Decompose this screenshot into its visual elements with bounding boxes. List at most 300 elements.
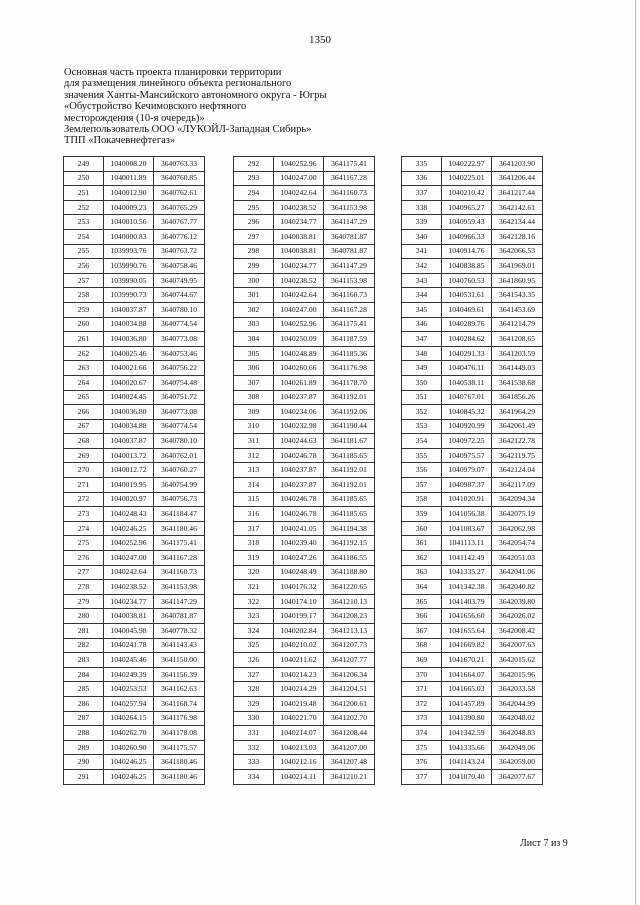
table-row	[64, 346, 205, 361]
table-row	[64, 434, 205, 449]
point-number-cell: 249	[64, 157, 104, 172]
y-coordinate-cell: 3640754.99	[154, 478, 205, 493]
y-coordinate-cell: 3642049.06	[492, 740, 543, 755]
y-coordinate-cell: 3642124.04	[492, 463, 543, 478]
y-coordinate-cell: 3640760.27	[154, 463, 205, 478]
y-coordinate-cell: 3642048.83	[492, 726, 543, 741]
y-coordinate-cell: 3640763.72	[154, 244, 205, 259]
table-row	[402, 536, 543, 551]
table-row	[64, 317, 205, 332]
table-row	[64, 375, 205, 390]
point-number-cell: 267	[64, 419, 104, 434]
y-coordinate-cell: 3641208.23	[324, 609, 375, 624]
x-coordinate-cell: 1039990.05	[104, 273, 154, 288]
y-coordinate-cell: 3641192.06	[324, 405, 375, 420]
table-row	[64, 711, 205, 726]
x-coordinate-cell: 1041457.89	[442, 696, 492, 711]
y-coordinate-cell: 3640781.87	[324, 244, 375, 259]
point-number-cell: 374	[402, 726, 442, 741]
x-coordinate-cell: 1040260.90	[104, 740, 154, 755]
point-number-cell: 362	[402, 551, 442, 566]
x-coordinate-cell: 1040246.25	[104, 769, 154, 784]
x-coordinate-cell: 1039990.76	[104, 259, 154, 274]
x-coordinate-cell: 1040234.77	[274, 259, 324, 274]
table-row	[402, 667, 543, 682]
x-coordinate-cell: 1040965.27	[442, 200, 492, 215]
y-coordinate-cell: 3641192.01	[324, 390, 375, 405]
x-coordinate-cell: 1041113.11	[442, 536, 492, 551]
point-number-cell: 277	[64, 565, 104, 580]
y-coordinate-cell: 3641207.73	[324, 638, 375, 653]
x-coordinate-cell: 1041670.21	[442, 653, 492, 668]
point-number-cell: 291	[64, 769, 104, 784]
y-coordinate-cell: 3642128.16	[492, 229, 543, 244]
x-coordinate-cell: 1040284.62	[442, 332, 492, 347]
y-coordinate-cell: 3641188.80	[324, 565, 375, 580]
point-number-cell: 281	[64, 624, 104, 639]
table-row	[64, 740, 205, 755]
table-row	[64, 609, 205, 624]
point-number-cell: 288	[64, 726, 104, 741]
y-coordinate-cell: 3640753.46	[154, 346, 205, 361]
point-number-cell: 293	[234, 171, 274, 186]
point-number-cell: 261	[64, 332, 104, 347]
y-coordinate-cell: 3641180.46	[154, 521, 205, 536]
y-coordinate-cell: 3640756.22	[154, 361, 205, 376]
point-number-cell: 359	[402, 507, 442, 522]
table-row	[64, 171, 205, 186]
x-coordinate-cell: 1040246.25	[104, 755, 154, 770]
point-number-cell: 254	[64, 229, 104, 244]
table-row	[402, 624, 543, 639]
y-coordinate-cell: 3642044.99	[492, 696, 543, 711]
x-coordinate-cell: 1040845.32	[442, 405, 492, 420]
table-row	[64, 229, 205, 244]
x-coordinate-cell: 1040248.89	[274, 346, 324, 361]
y-coordinate-cell: 3641143.43	[154, 638, 205, 653]
table-row	[402, 186, 543, 201]
x-coordinate-cell: 1040210.02	[274, 638, 324, 653]
point-number-cell: 339	[402, 215, 442, 230]
y-coordinate-cell: 3641210.21	[324, 769, 375, 784]
y-coordinate-cell: 3641202.70	[324, 711, 375, 726]
x-coordinate-cell: 1040237.87	[274, 390, 324, 405]
point-number-cell: 353	[402, 419, 442, 434]
y-coordinate-cell: 3641194.38	[324, 521, 375, 536]
y-coordinate-cell: 3640780.10	[154, 302, 205, 317]
table-row	[402, 726, 543, 741]
x-coordinate-cell: 1040034.88	[104, 317, 154, 332]
point-number-cell: 300	[234, 273, 274, 288]
y-coordinate-cell: 3640756.73	[154, 492, 205, 507]
y-coordinate-cell: 3640754.48	[154, 375, 205, 390]
y-coordinate-cell: 3642015.96	[492, 667, 543, 682]
heading-line: Землепользователь ООО «ЛУКОЙЛ-Западная Сибирь»	[64, 124, 312, 136]
x-coordinate-cell: 1040245.46	[104, 653, 154, 668]
y-coordinate-cell: 3641203.90	[492, 157, 543, 172]
point-number-cell: 340	[402, 229, 442, 244]
x-coordinate-cell: 1040238.52	[104, 580, 154, 595]
table-row	[402, 390, 543, 405]
x-coordinate-cell: 1040476.11	[442, 361, 492, 376]
table-row	[64, 653, 205, 668]
x-coordinate-cell: 1041143.24	[442, 755, 492, 770]
table-row	[402, 229, 543, 244]
x-coordinate-cell: 1041020.91	[442, 492, 492, 507]
point-number-cell: 251	[64, 186, 104, 201]
table-row	[64, 288, 205, 303]
table-row	[402, 711, 543, 726]
y-coordinate-cell: 3641213.13	[324, 624, 375, 639]
table-row	[402, 244, 543, 259]
table-row	[64, 667, 205, 682]
x-coordinate-cell: 1040234.06	[274, 405, 324, 420]
table-row	[234, 711, 375, 726]
point-number-cell: 303	[234, 317, 274, 332]
y-coordinate-cell: 3642142.61	[492, 200, 543, 215]
point-number-cell: 296	[234, 215, 274, 230]
y-coordinate-cell: 3641175.41	[324, 317, 375, 332]
x-coordinate-cell: 1040199.17	[274, 609, 324, 624]
table-row	[234, 273, 375, 288]
point-number-cell: 259	[64, 302, 104, 317]
x-coordinate-cell: 1041390.80	[442, 711, 492, 726]
point-number-cell: 294	[234, 186, 274, 201]
point-number-cell: 257	[64, 273, 104, 288]
x-coordinate-cell: 1040232.98	[274, 419, 324, 434]
x-coordinate-cell: 1041403.79	[442, 594, 492, 609]
x-coordinate-cell: 1040176.32	[274, 580, 324, 595]
y-coordinate-cell: 3640762.01	[154, 448, 205, 463]
point-number-cell: 313	[234, 463, 274, 478]
table-row	[234, 521, 375, 536]
table-row	[402, 755, 543, 770]
table-row	[402, 463, 543, 478]
table-row	[234, 667, 375, 682]
point-number-cell: 325	[234, 638, 274, 653]
y-coordinate-cell: 3640781.87	[154, 609, 205, 624]
x-coordinate-cell: 1040202.84	[274, 624, 324, 639]
x-coordinate-cell: 1040036.80	[104, 332, 154, 347]
point-number-cell: 341	[402, 244, 442, 259]
x-coordinate-cell: 1040262.70	[104, 726, 154, 741]
point-number-cell: 264	[64, 375, 104, 390]
table-row	[402, 419, 543, 434]
point-number-cell: 290	[64, 755, 104, 770]
point-number-cell: 312	[234, 448, 274, 463]
table-row	[64, 638, 205, 653]
y-coordinate-cell: 3641175.57	[154, 740, 205, 755]
table-row	[402, 288, 543, 303]
point-number-cell: 284	[64, 667, 104, 682]
point-number-cell: 370	[402, 667, 442, 682]
heading-line: «Обустройство Кечимовского нефтяного	[64, 101, 247, 113]
table-row	[234, 463, 375, 478]
y-coordinate-cell: 3641147.29	[154, 594, 205, 609]
heading-line: месторождения (10-я очередь)»	[64, 112, 205, 124]
point-number-cell: 295	[234, 200, 274, 215]
y-coordinate-cell: 3642033.58	[492, 682, 543, 697]
y-coordinate-cell: 3641207.77	[324, 653, 375, 668]
x-coordinate-cell: 1040261.89	[274, 375, 324, 390]
table-row	[234, 259, 375, 274]
table-row	[234, 157, 375, 172]
table-row	[402, 492, 543, 507]
point-number-cell: 320	[234, 565, 274, 580]
table-row	[234, 215, 375, 230]
point-number-cell: 338	[402, 200, 442, 215]
x-coordinate-cell: 1040959.43	[442, 215, 492, 230]
y-coordinate-cell: 3642007.63	[492, 638, 543, 653]
point-number-cell: 352	[402, 405, 442, 420]
table-row	[402, 375, 543, 390]
table-row	[64, 200, 205, 215]
y-coordinate-cell: 3641449.03	[492, 361, 543, 376]
table-row	[402, 609, 543, 624]
x-coordinate-cell: 1040253.53	[104, 682, 154, 697]
table-row	[234, 769, 375, 784]
y-coordinate-cell: 3642094.34	[492, 492, 543, 507]
x-coordinate-cell: 1041342.38	[442, 580, 492, 595]
y-coordinate-cell: 3641208.65	[492, 332, 543, 347]
table-row	[64, 551, 205, 566]
table-row	[402, 259, 543, 274]
table-row	[64, 492, 205, 507]
y-coordinate-cell: 3641187.59	[324, 332, 375, 347]
point-number-cell: 314	[234, 478, 274, 493]
point-number-cell: 286	[64, 696, 104, 711]
table-row	[64, 157, 205, 172]
table-row	[402, 302, 543, 317]
x-coordinate-cell: 1040214.07	[274, 726, 324, 741]
table-row	[234, 565, 375, 580]
y-coordinate-cell: 3640774.54	[154, 317, 205, 332]
point-number-cell: 274	[64, 521, 104, 536]
x-coordinate-cell: 1040920.99	[442, 419, 492, 434]
table-row	[64, 463, 205, 478]
table-row	[234, 332, 375, 347]
point-number-cell: 319	[234, 551, 274, 566]
x-coordinate-cell: 1041655.64	[442, 624, 492, 639]
point-number-cell: 265	[64, 390, 104, 405]
x-coordinate-cell: 1040246.25	[104, 521, 154, 536]
y-coordinate-cell: 3641214.79	[492, 317, 543, 332]
y-coordinate-cell: 3642015.62	[492, 653, 543, 668]
x-coordinate-cell: 1040469.61	[442, 302, 492, 317]
y-coordinate-cell: 3640744.67	[154, 288, 205, 303]
point-number-cell: 321	[234, 580, 274, 595]
x-coordinate-cell: 1040247.00	[274, 302, 324, 317]
y-coordinate-cell: 3641153.98	[324, 200, 375, 215]
y-coordinate-cell: 3641190.44	[324, 419, 375, 434]
x-coordinate-cell: 1041056.38	[442, 507, 492, 522]
point-number-cell: 335	[402, 157, 442, 172]
point-number-cell: 297	[234, 229, 274, 244]
y-coordinate-cell: 3641185.65	[324, 492, 375, 507]
x-coordinate-cell: 1040257.94	[104, 696, 154, 711]
table-row	[64, 405, 205, 420]
point-number-cell: 324	[234, 624, 274, 639]
y-coordinate-cell: 3640760.85	[154, 171, 205, 186]
point-number-cell: 355	[402, 448, 442, 463]
y-coordinate-cell: 3641167.28	[324, 302, 375, 317]
point-number-cell: 255	[64, 244, 104, 259]
x-coordinate-cell: 1040760.53	[442, 273, 492, 288]
x-coordinate-cell: 1040289.76	[442, 317, 492, 332]
x-coordinate-cell: 1040012.90	[104, 186, 154, 201]
point-number-cell: 304	[234, 332, 274, 347]
y-coordinate-cell: 3642008.42	[492, 624, 543, 639]
point-number-cell: 354	[402, 434, 442, 449]
x-coordinate-cell: 1040248.49	[274, 565, 324, 580]
y-coordinate-cell: 3641160.73	[324, 288, 375, 303]
x-coordinate-cell: 1040767.01	[442, 390, 492, 405]
x-coordinate-cell: 1040244.63	[274, 434, 324, 449]
x-coordinate-cell: 1040020.97	[104, 492, 154, 507]
table-row	[234, 405, 375, 420]
x-coordinate-cell: 1040213.03	[274, 740, 324, 755]
point-number-cell: 364	[402, 580, 442, 595]
point-number-cell: 287	[64, 711, 104, 726]
x-coordinate-cell: 1040531.61	[442, 288, 492, 303]
point-number-cell: 271	[64, 478, 104, 493]
y-coordinate-cell: 3641207.00	[324, 740, 375, 755]
x-coordinate-cell: 1040221.70	[274, 711, 324, 726]
table-row	[402, 682, 543, 697]
y-coordinate-cell: 3641178.70	[324, 375, 375, 390]
y-coordinate-cell: 3641186.55	[324, 551, 375, 566]
x-coordinate-cell: 1040246.78	[274, 448, 324, 463]
y-coordinate-cell: 3641176.98	[154, 711, 205, 726]
table-row	[234, 594, 375, 609]
point-number-cell: 302	[234, 302, 274, 317]
y-coordinate-cell: 3641184.47	[154, 507, 205, 522]
point-number-cell: 358	[402, 492, 442, 507]
x-coordinate-cell: 1040987.37	[442, 478, 492, 493]
y-coordinate-cell: 3641210.13	[324, 594, 375, 609]
point-number-cell: 258	[64, 288, 104, 303]
point-number-cell: 308	[234, 390, 274, 405]
y-coordinate-cell: 3641185.65	[324, 507, 375, 522]
y-coordinate-cell: 3641207.48	[324, 755, 375, 770]
table-row	[402, 434, 543, 449]
table-row	[234, 580, 375, 595]
table-row	[402, 317, 543, 332]
table-row	[64, 624, 205, 639]
x-coordinate-cell: 1040214.11	[274, 769, 324, 784]
table-row	[64, 361, 205, 376]
y-coordinate-cell: 3641860.95	[492, 273, 543, 288]
y-coordinate-cell: 3640767.77	[154, 215, 205, 230]
y-coordinate-cell: 3640780.10	[154, 434, 205, 449]
y-coordinate-cell: 3641168.74	[154, 696, 205, 711]
table-row	[402, 653, 543, 668]
x-coordinate-cell: 1041335.66	[442, 740, 492, 755]
x-coordinate-cell: 1040246.78	[274, 492, 324, 507]
table-row	[402, 273, 543, 288]
x-coordinate-cell: 1040234.77	[104, 594, 154, 609]
table-row	[234, 492, 375, 507]
x-coordinate-cell: 1040248.43	[104, 507, 154, 522]
y-coordinate-cell: 3641204.51	[324, 682, 375, 697]
point-number-cell: 363	[402, 565, 442, 580]
table-row	[234, 551, 375, 566]
x-coordinate-cell: 1040010.56	[104, 215, 154, 230]
x-coordinate-cell: 1040239.40	[274, 536, 324, 551]
x-coordinate-cell: 1040214.23	[274, 667, 324, 682]
x-coordinate-cell: 1040036.80	[104, 405, 154, 420]
y-coordinate-cell: 3641543.35	[492, 288, 543, 303]
heading-line: значения Ханты-Мансийского автономного округа - Югры	[64, 89, 327, 101]
x-coordinate-cell: 1040538.11	[442, 375, 492, 390]
x-coordinate-cell: 1040037.87	[104, 302, 154, 317]
x-coordinate-cell: 1041664.07	[442, 667, 492, 682]
y-coordinate-cell: 3641185.36	[324, 346, 375, 361]
table-row	[402, 478, 543, 493]
y-coordinate-cell: 3640781.87	[324, 229, 375, 244]
table-row	[402, 551, 543, 566]
x-coordinate-cell: 1040260.66	[274, 361, 324, 376]
table-row	[402, 332, 543, 347]
y-coordinate-cell: 3641185.65	[324, 448, 375, 463]
table-row	[402, 171, 543, 186]
point-number-cell: 280	[64, 609, 104, 624]
table-row	[402, 769, 543, 784]
table-row	[402, 521, 543, 536]
x-coordinate-cell: 1041665.03	[442, 682, 492, 697]
x-coordinate-cell: 1040252.96	[274, 157, 324, 172]
table-row	[234, 682, 375, 697]
point-number-cell: 278	[64, 580, 104, 595]
y-coordinate-cell: 3641192.01	[324, 463, 375, 478]
x-coordinate-cell: 1040000.83	[104, 229, 154, 244]
point-number-cell: 336	[402, 171, 442, 186]
x-coordinate-cell: 1040222.97	[442, 157, 492, 172]
table-row	[402, 157, 543, 172]
x-coordinate-cell: 1041342.59	[442, 726, 492, 741]
x-coordinate-cell: 1040025.46	[104, 346, 154, 361]
x-coordinate-cell: 1040012.72	[104, 463, 154, 478]
y-coordinate-cell: 3641200.61	[324, 696, 375, 711]
point-number-cell: 305	[234, 346, 274, 361]
x-coordinate-cell: 1040264.15	[104, 711, 154, 726]
y-coordinate-cell: 3641538.68	[492, 375, 543, 390]
y-coordinate-cell: 3640762.61	[154, 186, 205, 201]
x-coordinate-cell: 1040038.81	[274, 244, 324, 259]
point-number-cell: 279	[64, 594, 104, 609]
y-coordinate-cell: 3641160.73	[154, 565, 205, 580]
y-coordinate-cell: 3640776.12	[154, 229, 205, 244]
y-coordinate-cell: 3640778.32	[154, 624, 205, 639]
y-coordinate-cell: 3641147.29	[324, 259, 375, 274]
x-coordinate-cell: 1040975.57	[442, 448, 492, 463]
y-coordinate-cell: 3641964.29	[492, 405, 543, 420]
point-number-cell: 333	[234, 755, 274, 770]
table-row	[402, 448, 543, 463]
table-row	[402, 565, 543, 580]
table-row	[234, 740, 375, 755]
x-coordinate-cell: 1040211.62	[274, 653, 324, 668]
y-coordinate-cell: 3641206.34	[324, 667, 375, 682]
x-coordinate-cell: 1040966.33	[442, 229, 492, 244]
point-number-cell: 301	[234, 288, 274, 303]
x-coordinate-cell: 1040241.78	[104, 638, 154, 653]
point-number-cell: 307	[234, 375, 274, 390]
table-row	[234, 696, 375, 711]
x-coordinate-cell: 1040008.20	[104, 157, 154, 172]
point-number-cell: 292	[234, 157, 274, 172]
point-number-cell: 282	[64, 638, 104, 653]
